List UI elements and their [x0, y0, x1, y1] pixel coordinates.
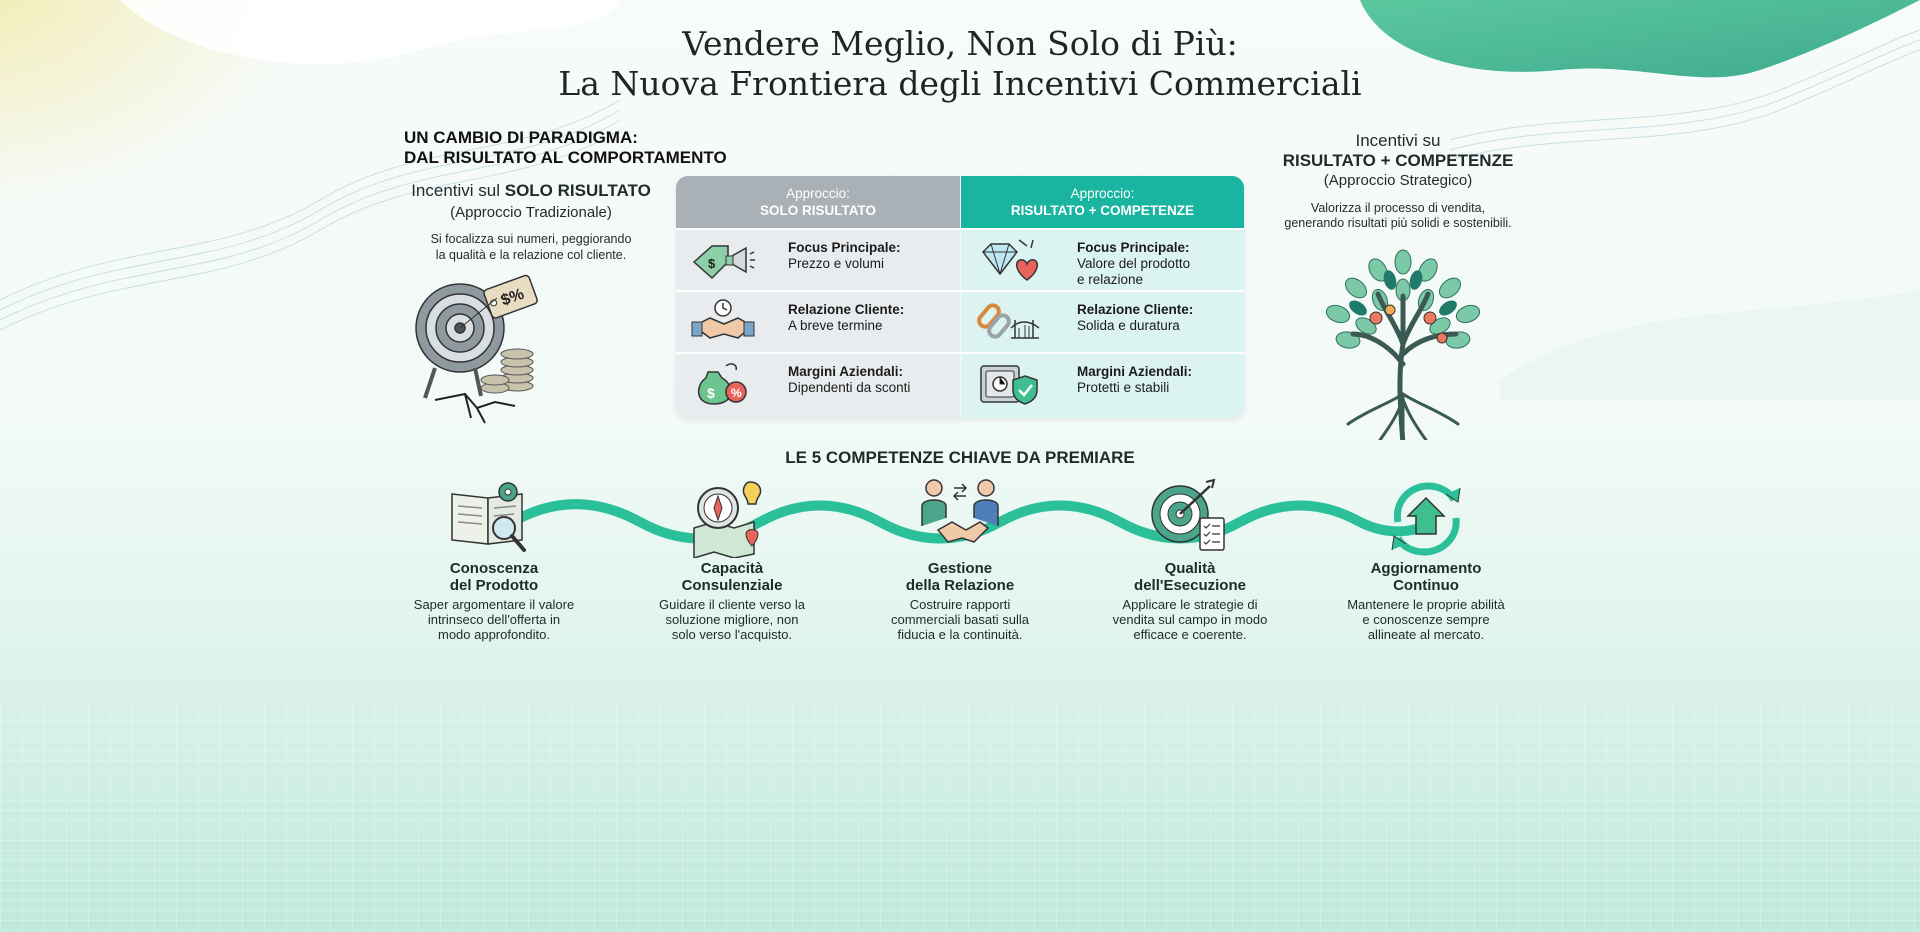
competency-title-line2: dell'Esecuzione — [1134, 577, 1246, 594]
strategic-desc-line2: generando risultati più solidi e sostenibili. — [1284, 216, 1512, 230]
row-label: Focus Principale: — [1077, 240, 1190, 255]
page-title-line1: Vendere Meglio, Non Solo di Più: — [682, 24, 1238, 63]
comparison-row-text — [1077, 364, 1192, 396]
row-label: Margini Aziendali: — [1077, 364, 1193, 379]
competencies-title: LE 5 COMPETENZE CHIAVE DA PREMIARE — [785, 448, 1135, 467]
money-bag-discount-icon — [690, 360, 756, 408]
result-competence-header-line2: RISULTATO + COMPETENZE — [1010, 203, 1195, 218]
svg-text:$: $ — [707, 385, 715, 401]
competency-desc-line: Guidare il cliente verso la — [659, 597, 805, 612]
competency-item — [1090, 560, 1290, 642]
refresh-arrow-up-icon — [1384, 478, 1468, 558]
comparison-row — [676, 228, 960, 290]
result-only-header — [676, 176, 960, 228]
tree-icon — [1318, 244, 1488, 440]
traditional-subheading: (Approccio Tradizionale) — [450, 204, 612, 221]
competency-title: Capacità — [700, 560, 764, 577]
competency-description — [632, 597, 832, 642]
compass-map-lightbulb-icon — [688, 478, 772, 558]
strategic-subheading: (Approccio Strategico) — [1323, 172, 1473, 189]
row-value: Valore del prodotto — [1077, 256, 1191, 271]
row-label: Relazione Cliente: — [1077, 302, 1194, 317]
competency-desc-line: Applicare le strategie di — [1122, 597, 1258, 612]
chain-bridge-icon — [975, 298, 1041, 346]
competency-desc-line: Saper argomentare il valore — [413, 597, 575, 612]
row-value: A breve termine — [788, 318, 883, 333]
competency-description — [1326, 597, 1526, 642]
traditional-description — [398, 231, 664, 263]
comparison-row-text — [788, 302, 904, 334]
comparison-row — [676, 352, 960, 414]
traditional-heading-pre: Incentivi sul — [411, 181, 505, 200]
competency-desc-line: Costruire rapporti — [909, 597, 1011, 612]
competency-desc-line: solo verso l'acquisto. — [671, 627, 793, 642]
competency-title-line2: Continuo — [1393, 577, 1459, 594]
competency-desc-line: modo approfondito. — [437, 627, 551, 642]
comparison-row — [676, 290, 960, 352]
competency-title: Qualità — [1164, 560, 1216, 577]
row-value-continued: e relazione — [1077, 272, 1144, 287]
row-label: Margini Aziendali: — [788, 364, 904, 379]
competency-desc-line: soluzione migliore, non — [665, 612, 799, 627]
traditional-approach — [398, 180, 664, 263]
comparison-row-text — [788, 240, 901, 272]
competency-desc-line: Mantenere le proprie abilità — [1347, 597, 1505, 612]
comparison-row — [961, 228, 1244, 290]
competency-desc-line: efficace e coerente. — [1133, 627, 1247, 642]
traditional-desc-line1: Si focalizza sui numeri, peggiorando — [430, 232, 632, 246]
competency-title-line2: del Prodotto — [449, 577, 539, 594]
competency-title-line2: Consulenziale — [681, 577, 783, 594]
safe-shield-icon — [975, 360, 1041, 408]
competency-item — [632, 560, 832, 642]
competency-item — [860, 560, 1060, 642]
page-title-line2: La Nuova Frontiera degli Incentivi Commerciali — [558, 64, 1362, 103]
strategic-heading-line2: RISULTATO + COMPETENZE — [1282, 151, 1514, 170]
handshake-clock-icon — [690, 298, 756, 346]
page-title — [0, 24, 1920, 104]
traditional-heading-bold: SOLO RISULTATO — [504, 181, 651, 200]
row-value: Protetti e stabili — [1077, 380, 1170, 395]
paradigm-heading-line2: DAL RISULTATO AL COMPORTAMENTO — [404, 148, 727, 167]
book-magnifier-gear-icon — [448, 478, 532, 558]
competency-description — [1090, 597, 1290, 642]
row-label: Relazione Cliente: — [788, 302, 905, 317]
competency-title: Gestione — [927, 560, 993, 577]
traditional-desc-line2: la qualità e la relazione col cliente. — [435, 248, 627, 262]
comparison-row — [961, 352, 1244, 414]
row-label: Focus Principale: — [788, 240, 901, 255]
price-tag-megaphone-icon — [690, 236, 756, 284]
cracked-target-icon — [405, 268, 565, 428]
traditional-heading — [398, 180, 664, 201]
competency-desc-line: vendita sul campo in modo — [1112, 612, 1268, 627]
row-value: Solida e duratura — [1077, 318, 1180, 333]
paradigm-heading-line1: UN CAMBIO DI PARADIGMA: — [404, 128, 638, 147]
comparison-row-text — [1077, 240, 1190, 288]
result-competence-column — [961, 176, 1244, 418]
paradigm-heading — [404, 128, 727, 168]
strategic-approach — [1248, 131, 1548, 231]
competency-item — [394, 560, 594, 642]
strategic-description — [1248, 201, 1548, 231]
competency-desc-line: commerciali basati sulla — [891, 612, 1029, 627]
result-only-column — [676, 176, 960, 418]
competency-desc-line: intrinseco dell'offerta in — [427, 612, 561, 627]
competency-title: Conoscenza — [449, 560, 539, 577]
result-competence-header-line1: Approccio: — [1070, 186, 1135, 201]
strategic-heading-line1: Incentivi su — [1355, 131, 1441, 150]
row-value: Prezzo e volumi — [788, 256, 885, 271]
svg-text:$%: $% — [498, 285, 527, 310]
competency-title-line2: della Relazione — [905, 577, 1015, 594]
svg-text:%: % — [731, 386, 742, 400]
result-competence-header — [961, 176, 1244, 228]
competency-description — [394, 597, 594, 642]
competency-desc-line: e conoscenze sempre — [1362, 612, 1490, 627]
comparison-table — [676, 176, 1244, 418]
competency-item — [1326, 560, 1526, 642]
strategic-desc-line1: Valorizza il processo di vendita, — [1310, 201, 1486, 215]
result-only-header-line1: Approccio: — [786, 186, 850, 201]
people-handshake-icon — [918, 478, 1002, 558]
competency-title: Aggiornamento — [1370, 560, 1482, 577]
svg-text:$: $ — [708, 256, 716, 271]
competency-desc-line: allineate al mercato. — [1367, 627, 1485, 642]
diamond-heart-icon — [975, 236, 1041, 284]
target-checklist-icon — [1148, 478, 1232, 558]
competency-description — [860, 597, 1060, 642]
comparison-row — [961, 290, 1244, 352]
comparison-row-text — [1077, 302, 1193, 334]
competency-desc-line: fiducia e la continuità. — [897, 627, 1023, 642]
result-only-header-line2: SOLO RISULTATO — [760, 203, 876, 218]
comparison-row-text — [788, 364, 910, 396]
row-value: Dipendenti da sconti — [788, 380, 911, 395]
